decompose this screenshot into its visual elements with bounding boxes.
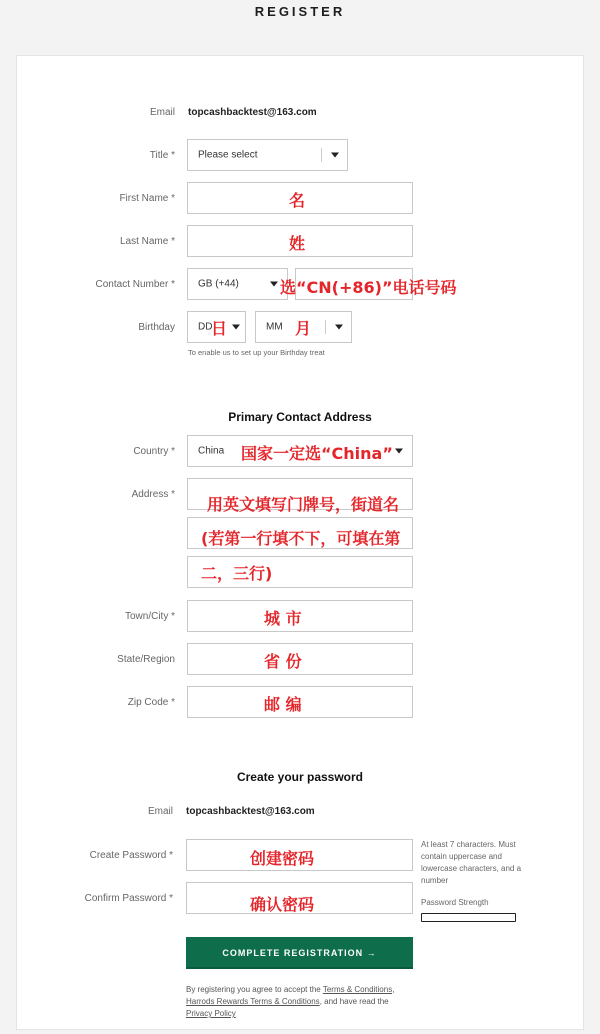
chevron-down-icon [395, 449, 403, 454]
annotation-address-line-3: 二，三行) [201, 564, 273, 583]
annotation-birthday-month: 月 [295, 319, 312, 338]
title-label: Title * [149, 150, 175, 161]
email-label: Email [149, 107, 175, 118]
create-password-label: Create Password * [89, 850, 173, 861]
chevron-down-icon [270, 282, 278, 287]
annotation-contact: 选“CN(+86)”电话号码 [280, 278, 457, 297]
chevron-down-icon [232, 325, 240, 330]
last-name-label: Last Name * [119, 236, 175, 247]
annotation-confirm-password: 确认密码 [250, 895, 315, 914]
annotation-town: 城 市 [264, 609, 302, 628]
annotation-state: 省 份 [264, 652, 302, 671]
legal-comma: , [392, 985, 395, 994]
email-value: topcashbacktest@163.com [188, 107, 317, 118]
password-strength-label: Password Strength [421, 898, 489, 907]
first-name-label: First Name * [119, 193, 175, 204]
password-email-label: Email [147, 806, 173, 817]
zip-label: Zip Code * [127, 697, 175, 708]
annotation-zip: 邮 编 [264, 695, 302, 714]
select-divider [321, 148, 322, 162]
chevron-down-icon [335, 325, 343, 330]
select-divider [325, 320, 326, 334]
title-select[interactable] [187, 139, 348, 171]
birthday-day-value: DD [198, 321, 213, 333]
rewards-terms-link[interactable]: Harrods Rewards Terms & Conditions [186, 997, 320, 1006]
legal-text [186, 984, 416, 1020]
chevron-down-icon [331, 153, 339, 158]
legal-middle: , and have read the [319, 997, 389, 1006]
title-select-value: Please select [198, 149, 258, 161]
password-section-title: Create your password [236, 770, 364, 784]
complete-registration-button[interactable]: COMPLETE REGISTRATION → [186, 937, 413, 969]
annotation-create-password: 创建密码 [250, 849, 315, 868]
confirm-password-label: Confirm Password * [84, 893, 173, 904]
annotation-last-name: 姓 [289, 234, 306, 253]
birthday-hint: To enable us to set up your Birthday treat [188, 348, 325, 357]
password-strength-meter [421, 913, 516, 922]
password-requirements: At least 7 characters. Must contain uppercase and lowercase characters, and a number [421, 840, 522, 885]
country-value: China [198, 445, 225, 457]
address-section-title: Primary Contact Address [228, 410, 372, 424]
contact-number-label: Contact Number * [95, 279, 175, 290]
legal-prefix: By registering you agree to accept the [186, 985, 323, 994]
country-code-select[interactable] [187, 268, 288, 300]
page-title: REGISTER [254, 4, 346, 19]
birthday-label: Birthday [138, 322, 175, 333]
annotation-address-line-2: (若第一行填不下，可填在第 [201, 529, 401, 548]
address-label: Address * [131, 489, 175, 500]
password-email-value: topcashbacktest@163.com [186, 806, 315, 817]
country-label: Country * [133, 446, 175, 457]
country-code-value: GB (+44) [198, 278, 239, 290]
annotation-address-line-1: 用英文填写门牌号，街道名 [207, 495, 400, 514]
town-label: Town/City * [124, 611, 175, 622]
state-label: State/Region [117, 654, 175, 665]
annotation-birthday-day: 日 [211, 319, 228, 338]
privacy-policy-link[interactable]: Privacy Policy [186, 1009, 236, 1018]
birthday-month-value: MM [266, 321, 283, 333]
annotation-first-name: 名 [289, 191, 306, 210]
annotation-country: 国家一定选“China” [241, 444, 393, 463]
terms-link[interactable]: Terms & Conditions [322, 985, 393, 994]
